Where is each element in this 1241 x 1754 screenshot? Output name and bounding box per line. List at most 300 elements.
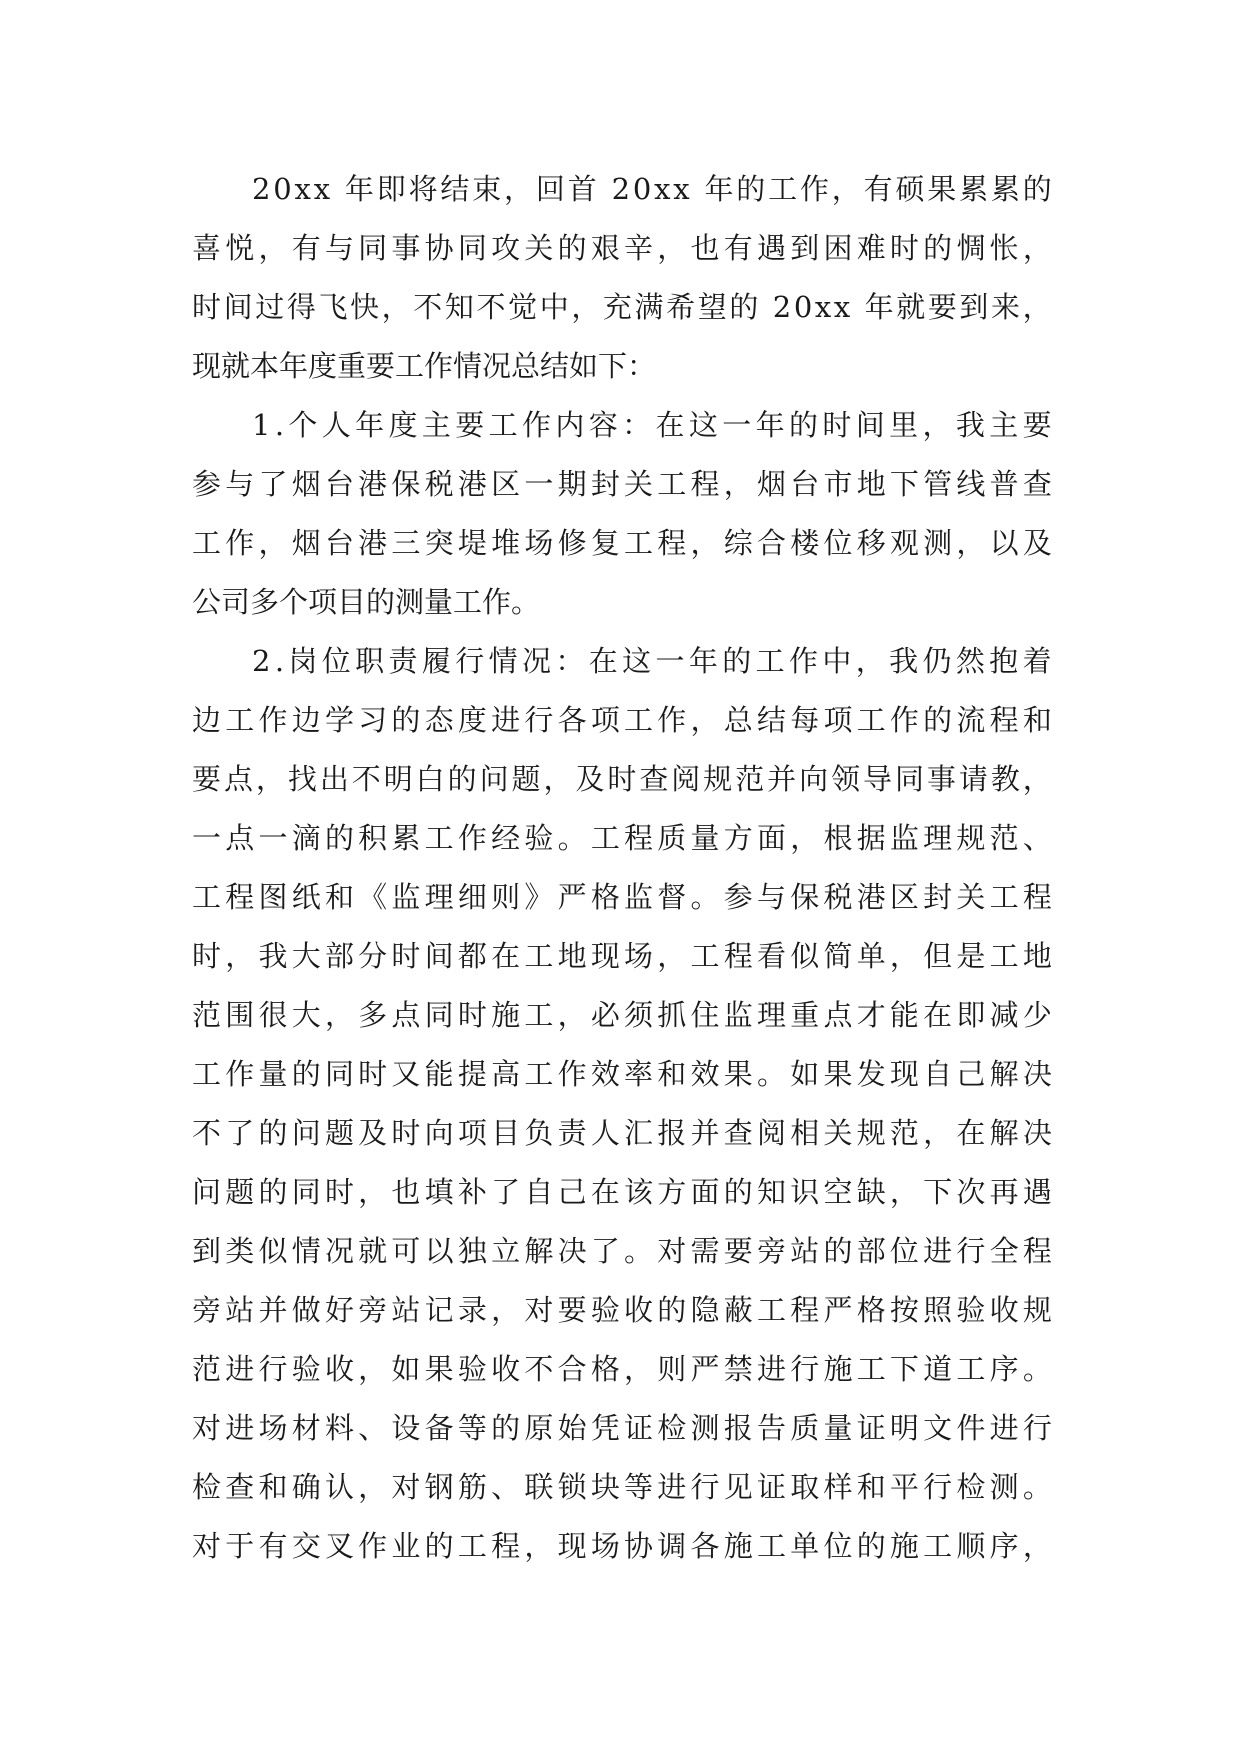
text-glyph: 量 [823,1411,853,1445]
text-glyph: 自 [923,1057,953,1091]
text-glyph: 年 [344,172,374,206]
text-glyph [600,160,609,219]
text-glyph: 范 [889,1116,919,1150]
text-glyph: 港 [856,880,886,914]
text-glyph: 明 [889,1411,919,1445]
text-glyph: 也 [391,1175,421,1209]
text-glyph: 普 [989,467,1019,501]
text-glyph: 解 [989,1057,1019,1091]
text-glyph: 烟 [291,526,321,560]
text-glyph: 知 [756,1175,786,1209]
paragraph-line [192,396,1052,455]
text-glyph: 格 [856,1293,886,1327]
text-glyph: 及 [358,1116,388,1150]
text-glyph: 抓 [657,998,687,1032]
text-glyph: ， [956,526,986,560]
text-glyph: 在 [588,644,618,678]
text-glyph: 进 [225,1352,255,1386]
text-glyph: 行 [956,1234,986,1268]
text-glyph: 。 [624,1234,654,1268]
text-glyph: 程 [624,821,654,855]
text-glyph: 验 [956,1293,986,1327]
text-glyph: 问 [291,1116,321,1150]
text-glyph: 飞 [318,290,348,324]
text-glyph: ， [381,290,411,324]
paragraph-line [192,1222,1052,1281]
text-glyph: 不 [413,290,443,324]
text-glyph: 困 [823,231,853,265]
text-glyph: 行 [790,1352,820,1386]
paragraph-line [192,1399,1052,1458]
text-glyph: 参 [723,880,753,914]
text-glyph: 教 [990,762,1020,796]
text-glyph: 一 [524,467,554,501]
text-glyph: 一 [722,408,752,442]
text-glyph: 时 [457,998,487,1032]
text-glyph: 监 [391,880,421,914]
text-glyph: 1 [252,408,271,442]
text-glyph: 站 [391,1293,421,1327]
text-glyph: 点 [223,762,253,796]
text-glyph: 工 [755,644,785,678]
text-glyph: 行 [923,1470,953,1504]
text-glyph: 报 [723,1411,753,1445]
text-glyph: 封 [923,880,953,914]
text-glyph: 台 [324,467,354,501]
text-glyph: 立 [491,1234,521,1268]
text-glyph: 工 [690,939,720,973]
text-glyph: 工 [524,1057,554,1091]
text-glyph: 程 [690,467,720,501]
text-glyph: 0 [793,290,813,324]
text-glyph: 时 [607,762,637,796]
text-glyph: 区 [889,880,919,914]
text-glyph: 作 [225,526,255,560]
text-glyph: 识 [790,1175,820,1209]
text-glyph: 不 [524,1352,554,1386]
text-glyph: 取 [790,1470,820,1504]
text-glyph: 年 [864,290,894,324]
text-glyph: 中 [822,644,852,678]
text-glyph: 时 [192,939,222,973]
text-glyph: 行 [258,1352,288,1386]
text-glyph: 容 [588,408,618,442]
text-glyph: 同 [894,762,924,796]
text-glyph: ， [491,1293,521,1327]
text-glyph: 2 [252,644,271,678]
paragraph-line [192,1458,1052,1517]
text-glyph: 程 [790,1293,820,1327]
text-glyph: ， [923,1116,953,1150]
text-glyph: 对 [391,1470,421,1504]
text-glyph: 决 [557,1234,587,1268]
text-glyph: 件 [956,1411,986,1445]
text-glyph: 作 [225,1057,255,1091]
text-glyph: 抱 [989,644,1019,678]
text-glyph: 合 [557,1352,587,1386]
text-glyph: 积 [358,821,388,855]
text-glyph: 即 [376,172,406,206]
text-glyph: 减 [989,998,1019,1032]
text-glyph: 多 [358,998,388,1032]
text-glyph: 面 [690,1175,720,1209]
text-glyph: 现 [557,1529,587,1563]
text-glyph: 锁 [557,1470,587,1504]
text-glyph: 充 [602,290,632,324]
text-glyph: 税 [424,467,454,501]
text-glyph: 的 [789,408,819,442]
text-glyph: ， [855,644,885,678]
text-glyph: 旁 [358,1293,388,1327]
text-glyph: 总 [723,703,753,737]
text-glyph: 重 [790,998,820,1032]
text-glyph: 将 [408,172,438,206]
text-glyph: ， [543,762,573,796]
text-glyph: 的 [491,1411,521,1445]
text-glyph: 堤 [457,526,487,560]
text-glyph: 满 [634,290,664,324]
text-glyph: 方 [657,1175,687,1209]
text-glyph: 对 [657,1234,687,1268]
text-glyph: 序 [989,1352,1019,1386]
text-glyph: 年 [704,172,734,206]
text-glyph: 序 [989,1529,1019,1563]
text-glyph: 觉 [508,290,538,324]
text-glyph: 则 [491,880,521,914]
text-glyph: 全 [989,1234,1019,1268]
text-glyph: 辛 [624,231,654,265]
text-glyph: 协 [424,231,454,265]
text-glyph: 筋 [457,1470,487,1504]
text-glyph: 工 [488,408,518,442]
text-glyph: 束 [472,172,502,206]
text-glyph: 并 [258,1293,288,1327]
text-glyph: ， [255,762,285,796]
text-glyph: 保 [790,880,820,914]
text-glyph: 该 [624,1175,654,1209]
text-glyph: 结 [756,703,786,737]
text-glyph: 再 [989,1175,1019,1209]
text-glyph: ， [1022,231,1052,265]
text-glyph: 空 [823,1175,853,1209]
text-glyph: 点 [225,821,255,855]
text-glyph: 负 [524,1116,554,1150]
text-glyph: ： [622,408,652,442]
text-glyph: 然 [955,644,985,678]
text-glyph: 到 [192,1234,222,1268]
text-glyph: 下 [923,1175,953,1209]
text-glyph: 调 [657,1529,687,1563]
text-glyph: 关 [823,1116,853,1150]
text-glyph [761,278,770,337]
text-glyph: 过 [255,290,285,324]
text-glyph: 有 [291,231,321,265]
text-glyph: 综 [723,526,753,560]
text-glyph: 快 [350,290,380,324]
text-glyph: 率 [624,1057,654,1091]
text-glyph: 告 [756,1411,786,1445]
text-glyph: 得 [286,290,316,324]
text-glyph: 岗 [288,644,318,678]
text-glyph: 进 [657,1470,687,1504]
text-glyph: 要 [1022,408,1052,442]
text-glyph: 查 [639,762,669,796]
text-glyph: 作 [889,703,919,737]
text-glyph: 到 [790,231,820,265]
paragraph-line [192,1517,1052,1576]
text-glyph: 理 [756,998,786,1032]
text-glyph: 收 [989,1293,1019,1327]
text-glyph: 硕 [895,172,925,206]
text-glyph: 据 [856,821,886,855]
text-glyph: 作 [522,408,552,442]
text-glyph: 就 [358,1234,388,1268]
text-glyph: 工 [524,998,554,1032]
text-glyph: 人 [321,408,351,442]
text-glyph: 职 [355,644,385,678]
text-glyph: 工 [756,1293,786,1327]
text-glyph: 的 [856,1529,886,1563]
text-glyph: 图 [258,880,288,914]
text-glyph: 目 [491,1116,521,1150]
text-glyph: 能 [889,998,919,1032]
text-glyph: 事 [926,762,956,796]
text-glyph: 规 [703,762,733,796]
text-glyph: 作 [457,821,487,855]
text-glyph: 喜 [192,231,222,265]
text-glyph: 位 [823,1529,853,1563]
text-glyph: ， [1022,1529,1052,1563]
text-glyph: 和 [324,880,354,914]
text-glyph: 、 [1022,821,1052,855]
text-glyph: 果 [723,1057,753,1091]
text-glyph: 施 [491,998,521,1032]
text-glyph: 怅 [989,231,1019,265]
text-glyph: 测 [923,526,953,560]
text-glyph: 同 [457,231,487,265]
text-glyph: 攻 [491,231,521,265]
text-glyph: 工 [989,880,1019,914]
text-glyph: 查 [1022,467,1052,501]
text-glyph: ， [690,526,720,560]
text-glyph: 施 [823,1352,853,1386]
text-glyph: 类 [225,1234,255,1268]
text-glyph: 要 [192,762,222,796]
text-glyph: 作 [657,703,687,737]
text-glyph: 相 [790,1116,820,1150]
text-glyph: 监 [889,821,919,855]
text-glyph: 时 [822,408,852,442]
text-glyph: ， [504,172,534,206]
text-glyph: 工 [956,1352,986,1386]
text-glyph: 看 [756,939,786,973]
text-glyph: 遇 [1022,1175,1052,1209]
text-glyph: 对 [192,1529,222,1563]
text-glyph: 能 [424,1057,454,1091]
text-glyph: 收 [624,1293,654,1327]
text-glyph: 阅 [756,1116,786,1150]
text-glyph: 收 [324,1352,354,1386]
text-glyph: 做 [291,1293,321,1327]
text-glyph: 关 [956,880,986,914]
text-glyph: 才 [856,998,886,1032]
text-glyph: x [654,172,671,206]
text-glyph: 提 [457,1057,487,1091]
text-glyph: 等 [457,1411,487,1445]
text-glyph: 领 [831,762,861,796]
text-glyph: 是 [956,939,986,973]
text-glyph: 检 [657,1411,687,1445]
text-glyph: 题 [225,1175,255,1209]
text-glyph: 钢 [424,1470,454,1504]
text-glyph: 料 [324,1411,354,1445]
text-glyph: ， [790,821,820,855]
text-glyph: 和 [856,1470,886,1504]
text-glyph: x [833,290,851,324]
text-glyph: 规 [856,1116,886,1150]
text-glyph: 作 [557,1057,587,1091]
text-glyph: 工 [457,1529,487,1563]
text-glyph: 大 [291,939,321,973]
text-glyph: 导 [863,762,893,796]
text-glyph: 个 [288,408,318,442]
text-glyph: 要 [723,1234,753,1268]
text-glyph: 有 [863,172,893,206]
text-glyph: 自 [524,1175,554,1209]
text-glyph: 少 [1022,998,1052,1032]
text-glyph: 场 [624,939,654,973]
text-glyph: 行 [455,644,485,678]
text-glyph: 地 [557,939,587,973]
text-glyph: 进 [923,1234,953,1268]
text-glyph: 补 [457,1175,487,1209]
text-glyph: 同 [424,998,454,1032]
text-glyph: 己 [956,1057,986,1091]
text-glyph: 己 [557,1175,587,1209]
text-glyph: 各 [557,703,587,737]
text-glyph: 保 [391,467,421,501]
text-glyph: 地 [856,467,886,501]
text-glyph: 解 [989,1116,1019,1150]
text-glyph: 及 [575,762,605,796]
text-glyph: 了 [590,1234,620,1268]
paragraph-line [192,809,1052,868]
text-glyph: 有 [723,231,753,265]
paragraph-line [192,868,1052,927]
text-glyph: 如 [391,1352,421,1386]
paragraph-line [192,455,1052,514]
text-glyph: 。 [1022,1352,1052,1386]
text-glyph: ： [555,644,585,678]
text-glyph: 决 [1022,1116,1052,1150]
text-glyph: 管 [923,467,953,501]
text-glyph: 阅 [671,762,701,796]
text-glyph: 验 [291,1352,321,1386]
text-glyph: 必 [590,998,620,1032]
text-glyph: 单 [856,939,886,973]
text-glyph: 主 [421,408,451,442]
text-glyph: 中 [539,290,569,324]
text-glyph: 则 [657,1352,687,1386]
text-glyph: 的 [557,231,587,265]
text-glyph: 理 [424,880,454,914]
text-glyph: 平 [889,1470,919,1504]
text-glyph: ， [690,703,720,737]
text-glyph: 着 [1022,644,1052,678]
text-glyph: 效 [590,1057,620,1091]
text-glyph: 程 [723,939,753,973]
text-glyph: 高 [491,1057,521,1091]
text-glyph: 发 [856,1057,886,1091]
text-glyph: 难 [856,231,886,265]
text-glyph: 的 [1022,172,1052,206]
text-glyph: 工 [768,172,798,206]
text-glyph: 修 [557,526,587,560]
text-glyph: 仍 [922,644,952,678]
paragraph-line [192,1163,1052,1222]
text-glyph: 责 [557,1116,587,1150]
text-glyph: 况 [324,1234,354,1268]
text-glyph: 不 [351,762,381,796]
text-glyph: 边 [192,703,222,737]
text-glyph: ， [657,939,687,973]
text-glyph: 的 [324,821,354,855]
text-glyph: 、 [358,1411,388,1445]
text-glyph: 进 [989,1411,1019,1445]
text-glyph: 简 [823,939,853,973]
text-glyph: 的 [923,231,953,265]
text-glyph: 行 [524,703,554,737]
text-glyph: 累 [990,172,1020,206]
text-glyph: ， [225,939,255,973]
text-glyph: 材 [291,1411,321,1445]
text-glyph: 汇 [624,1116,654,1150]
text-glyph: 须 [624,998,654,1032]
text-glyph: 在 [491,939,521,973]
text-glyph: 根 [823,821,853,855]
text-glyph: 规 [1022,1293,1052,1327]
text-glyph: 确 [291,1470,321,1504]
text-glyph: 点 [823,998,853,1032]
text-glyph: 我 [955,408,985,442]
text-glyph: x [313,172,331,206]
text-glyph: 的 [722,644,752,678]
text-glyph: 的 [447,762,477,796]
text-glyph: 关 [524,231,554,265]
text-glyph: 范 [192,1352,222,1386]
text-glyph: 监 [723,998,753,1032]
text-glyph: 三 [391,526,421,560]
text-glyph: 进 [756,1352,786,1386]
text-glyph: 进 [491,703,521,737]
text-glyph: 站 [225,1293,255,1327]
text-glyph: 复 [590,526,620,560]
paragraph-line [192,219,1052,278]
text-glyph: 向 [424,1116,454,1150]
text-glyph: 下 [889,1352,919,1386]
text-glyph: 施 [889,1529,919,1563]
text-glyph: 责 [388,644,418,678]
text-glyph: 联 [524,1470,554,1504]
text-glyph: 时 [192,290,222,324]
text-glyph: ， [557,998,587,1032]
text-glyph: 观 [889,526,919,560]
text-glyph: 的 [258,1116,288,1150]
text-glyph: ， [524,1529,554,1563]
text-glyph: 录 [457,1293,487,1327]
text-glyph: 作 [789,644,819,678]
paragraph-line [192,632,1052,691]
